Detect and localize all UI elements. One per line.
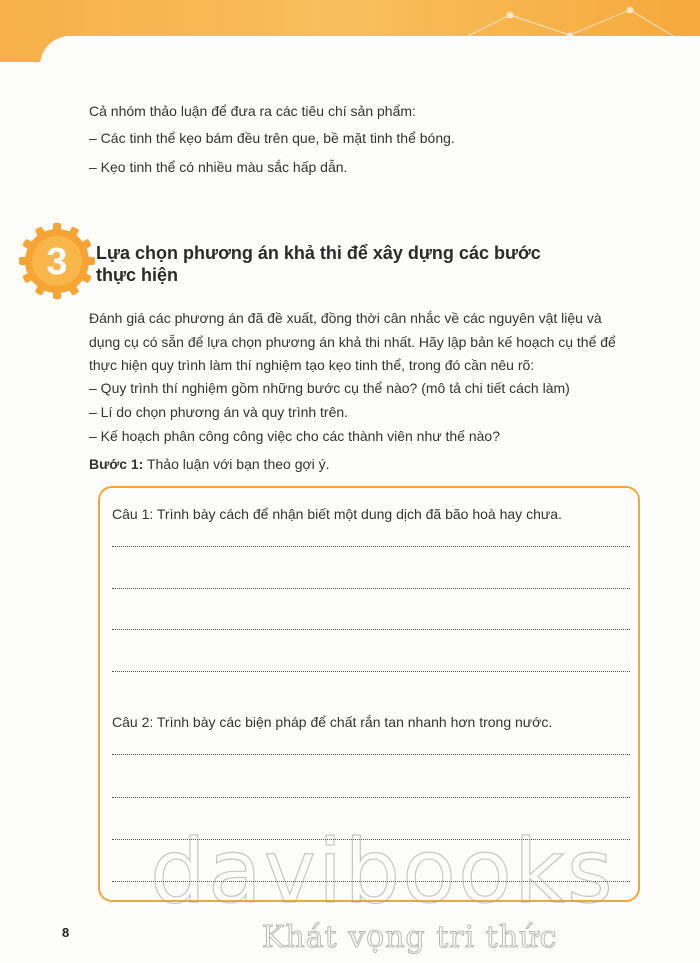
answer-line[interactable] [112,754,630,755]
header-band [0,0,700,62]
body-line: dụng cụ có sẵn để lựa chọn phương án khả thi nhất. Hãy lập bản kế hoạch cụ thể để [89,334,616,350]
step-instruction [89,455,330,473]
watermark-brand: davibooks [150,820,615,923]
step-label: Bước 1: [89,456,144,472]
page-number: 8 [62,925,70,940]
intro-line: – Kẹo tinh thể có nhiều màu sắc hấp dẫn. [89,159,348,175]
body-line: thực hiện quy trình làm thí nghiệm tạo kẹo tinh thể, trong đó cần nêu rõ: [89,357,535,373]
body-line: Đánh giá các phương án đã đề xuất, đồng thời cân nhắc về các nguyên vật liệu và [89,310,602,326]
question-2: Câu 2: Trình bày các biện pháp để chất rắn tan nhanh hơn trong nước. [112,714,553,730]
section-number: 3 [46,241,68,283]
section-number-badge [18,222,96,300]
intro-line: Cả nhóm thảo luận để đưa ra các tiêu chí sản phẩm: [89,103,416,119]
section-title [96,242,636,286]
answer-line[interactable] [112,797,630,798]
answer-line[interactable] [112,629,630,630]
body-line: – Lí do chọn phương án và quy trình trên. [89,404,349,420]
header-band-curve [40,36,700,62]
answer-line[interactable] [112,546,630,547]
section-title-line: thực hiện [96,265,179,285]
intro-line: – Các tinh thể kẹo bám đều trên que, bề mặt tinh thể bóng. [89,130,455,146]
body-line: – Kế hoạch phân công công việc cho các thành viên như thế nào? [89,428,501,444]
section-title-line: Lựa chọn phương án khả thi để xây dựng các bước [96,243,541,263]
watermark-slogan: Khát vọng tri thức [262,920,558,955]
answer-line[interactable] [112,671,630,672]
question-1: Câu 1: Trình bày cách để nhận biết một dung dịch đã bão hoà hay chưa. [112,506,562,522]
answer-line[interactable] [112,588,630,589]
step-text: Thảo luận với bạn theo gợi ý. [143,456,330,472]
body-line: – Quy trình thí nghiệm gồm những bước cụ thể nào? (mô tả chi tiết cách làm) [89,380,570,396]
